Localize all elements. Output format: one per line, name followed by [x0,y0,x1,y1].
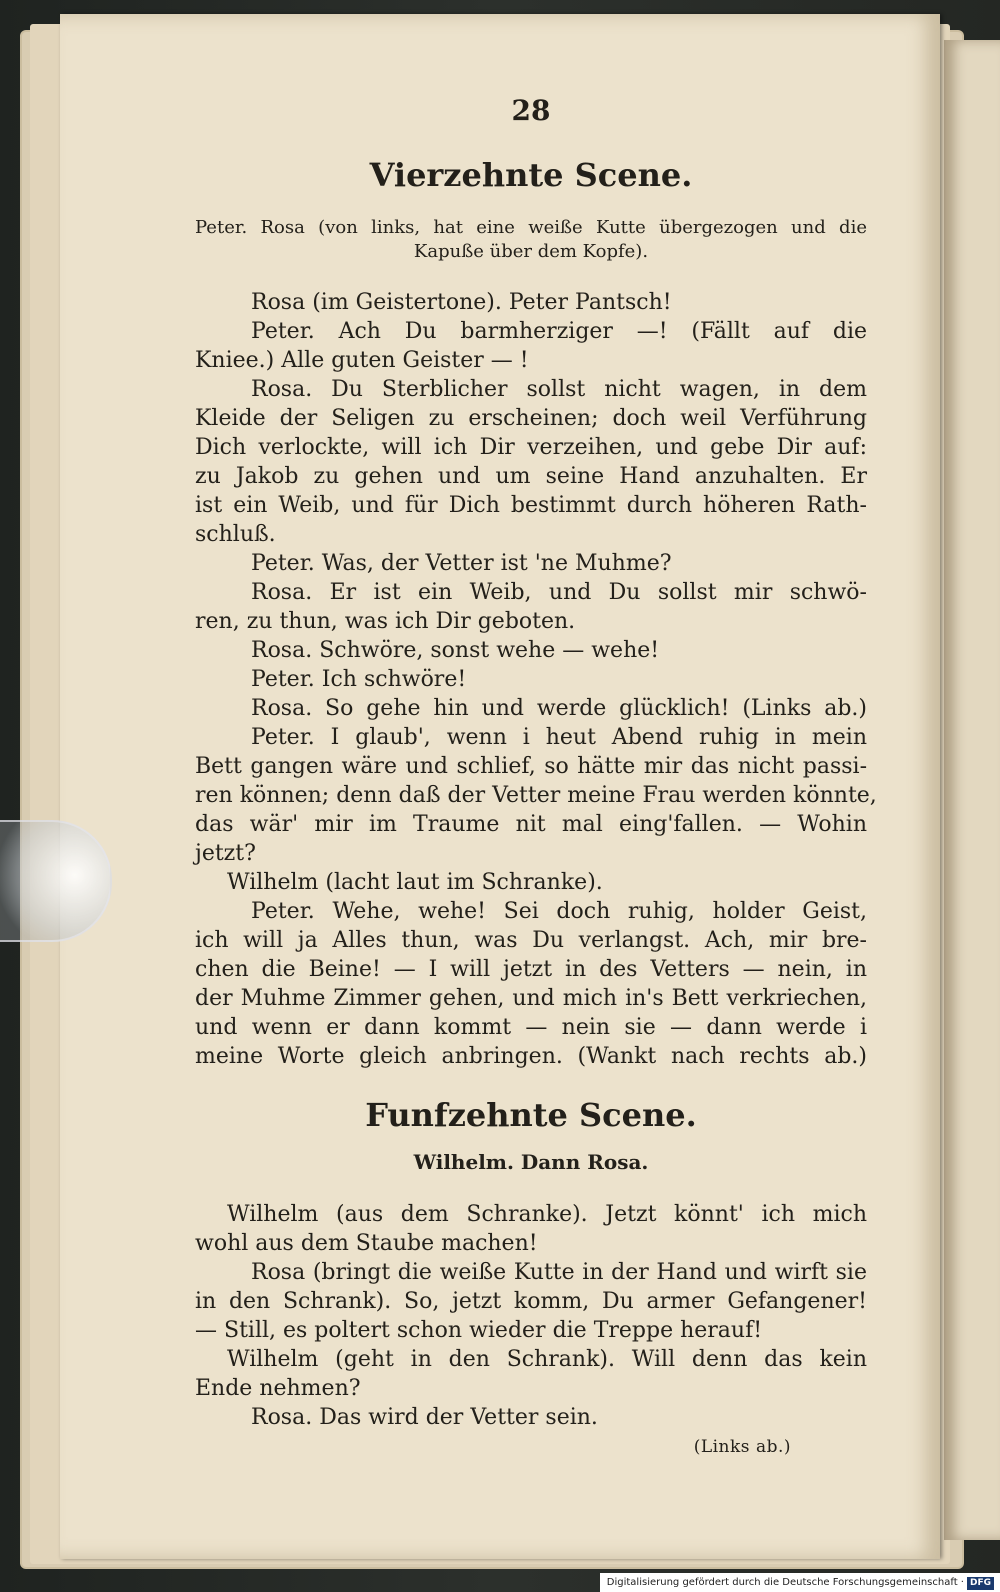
text-line: Wilhelm (geht in den Schrank). Will denn das kein [227,1347,867,1372]
text-line: Bett gangen wäre und schlief, so hätte mir das nicht passi- [195,754,867,779]
text-line: zu Jakob zu gehen und um seine Hand anzuhalten. Er [195,464,867,489]
credit-text: Digitalisierung gefördert durch die Deutsche Forschungsgemeinschaft · [606,1577,964,1588]
text-line: — Still, es poltert schon wieder die Treppe herauf! [195,1318,763,1343]
dfg-logo: DFG [967,1577,994,1590]
text-line: Ende nehmen? [195,1376,361,1401]
text-line: ren können; denn daß der Vetter meine Frau werden könnte, [195,783,877,808]
text-line: in den Schrank). So, jetzt komm, Du armer Gefangener! [195,1289,867,1314]
text-line: Rosa (bringt die weiße Kutte in der Hand und wirft sie [251,1260,867,1285]
text-line: Wilhelm (lacht laut im Schranke). [227,870,603,895]
text-line: das wär' mir im Traume nit mal eing'fallen. — Wohin [195,812,867,837]
text-line: ist ein Weib, und für Dich bestimmt durch höheren Rath- [195,493,867,518]
scene-heading-15: Funfzehnte Scene. [365,1096,697,1134]
cast-list-14-line-2: Kapuße über dem Kopfe). [413,241,649,262]
cast-list-14-line-1: Peter. Rosa (von links, hat eine weiße Kutte übergezogen und die [195,217,867,238]
text-line: Dich verlockte, will ich Dir verzeihen, und gebe Dir auf: [195,435,867,460]
text-line: Rosa. So gehe hin und werde glücklich! (Links ab.) [251,696,867,721]
text-line: wohl aus dem Staube machen! [195,1231,538,1256]
scene-heading-14: Vierzehnte Scene. [369,156,693,194]
text-line: Kleide der Seligen zu erscheinen; doch weil Verführung [195,406,867,431]
text-line: ich will ja Alles thun, was Du verlangst. Ach, mir bre- [195,928,867,953]
text-line: Peter. Was, der Vetter ist 'ne Muhme? [251,551,672,576]
text-line: Peter. Ach Du barmherziger —! (Fällt auf die [251,319,867,344]
digitization-credit [600,1573,1000,1592]
page-number: 28 [511,94,551,127]
page-text [195,86,877,1466]
text-line: schluß. [195,522,276,547]
cast-list-15: Wilhelm. Dann Rosa. [413,1150,649,1174]
text-line: Wilhelm (aus dem Schranke). Jetzt könnt' ich mich [227,1202,867,1227]
text-line: der Muhme Zimmer gehen, und mich in's Bett verkriechen, [195,986,867,1011]
text-line: Rosa. Das wird der Vetter sein. [251,1405,598,1430]
text-line: Rosa (im Geistertone). Peter Pantsch! [251,290,672,315]
text-line: Peter. I glaub', wenn i heut Abend ruhig in mein [251,725,867,750]
stage-direction: (Links ab.) [693,1437,791,1457]
text-line: jetzt? [195,841,256,866]
text-line: Peter. Ich schwöre! [251,667,467,692]
text-line: Rosa. Er ist ein Weib, und Du sollst mir schwö- [251,580,867,605]
text-line: Rosa. Schwöre, sonst wehe — wehe! [251,638,660,663]
text-line: chen die Beine! — I will jetzt in des Vetters — nein, in [195,957,867,982]
text-line: Rosa. Du Sterblicher sollst nicht wagen, in dem [251,377,867,402]
text-line: Peter. Wehe, wehe! Sei doch ruhig, holder Geist, [251,899,867,924]
text-line: und wenn er dann kommt — nein sie — dann werde i [195,1015,867,1040]
text-line: Kniee.) Alle guten Geister — ! [195,348,529,373]
text-line: ren, zu thun, was ich Dir geboten. [195,609,576,634]
facing-page-edge [944,40,1000,1540]
text-line: meine Worte gleich anbringen. (Wankt nach rechts ab.) [195,1044,867,1069]
